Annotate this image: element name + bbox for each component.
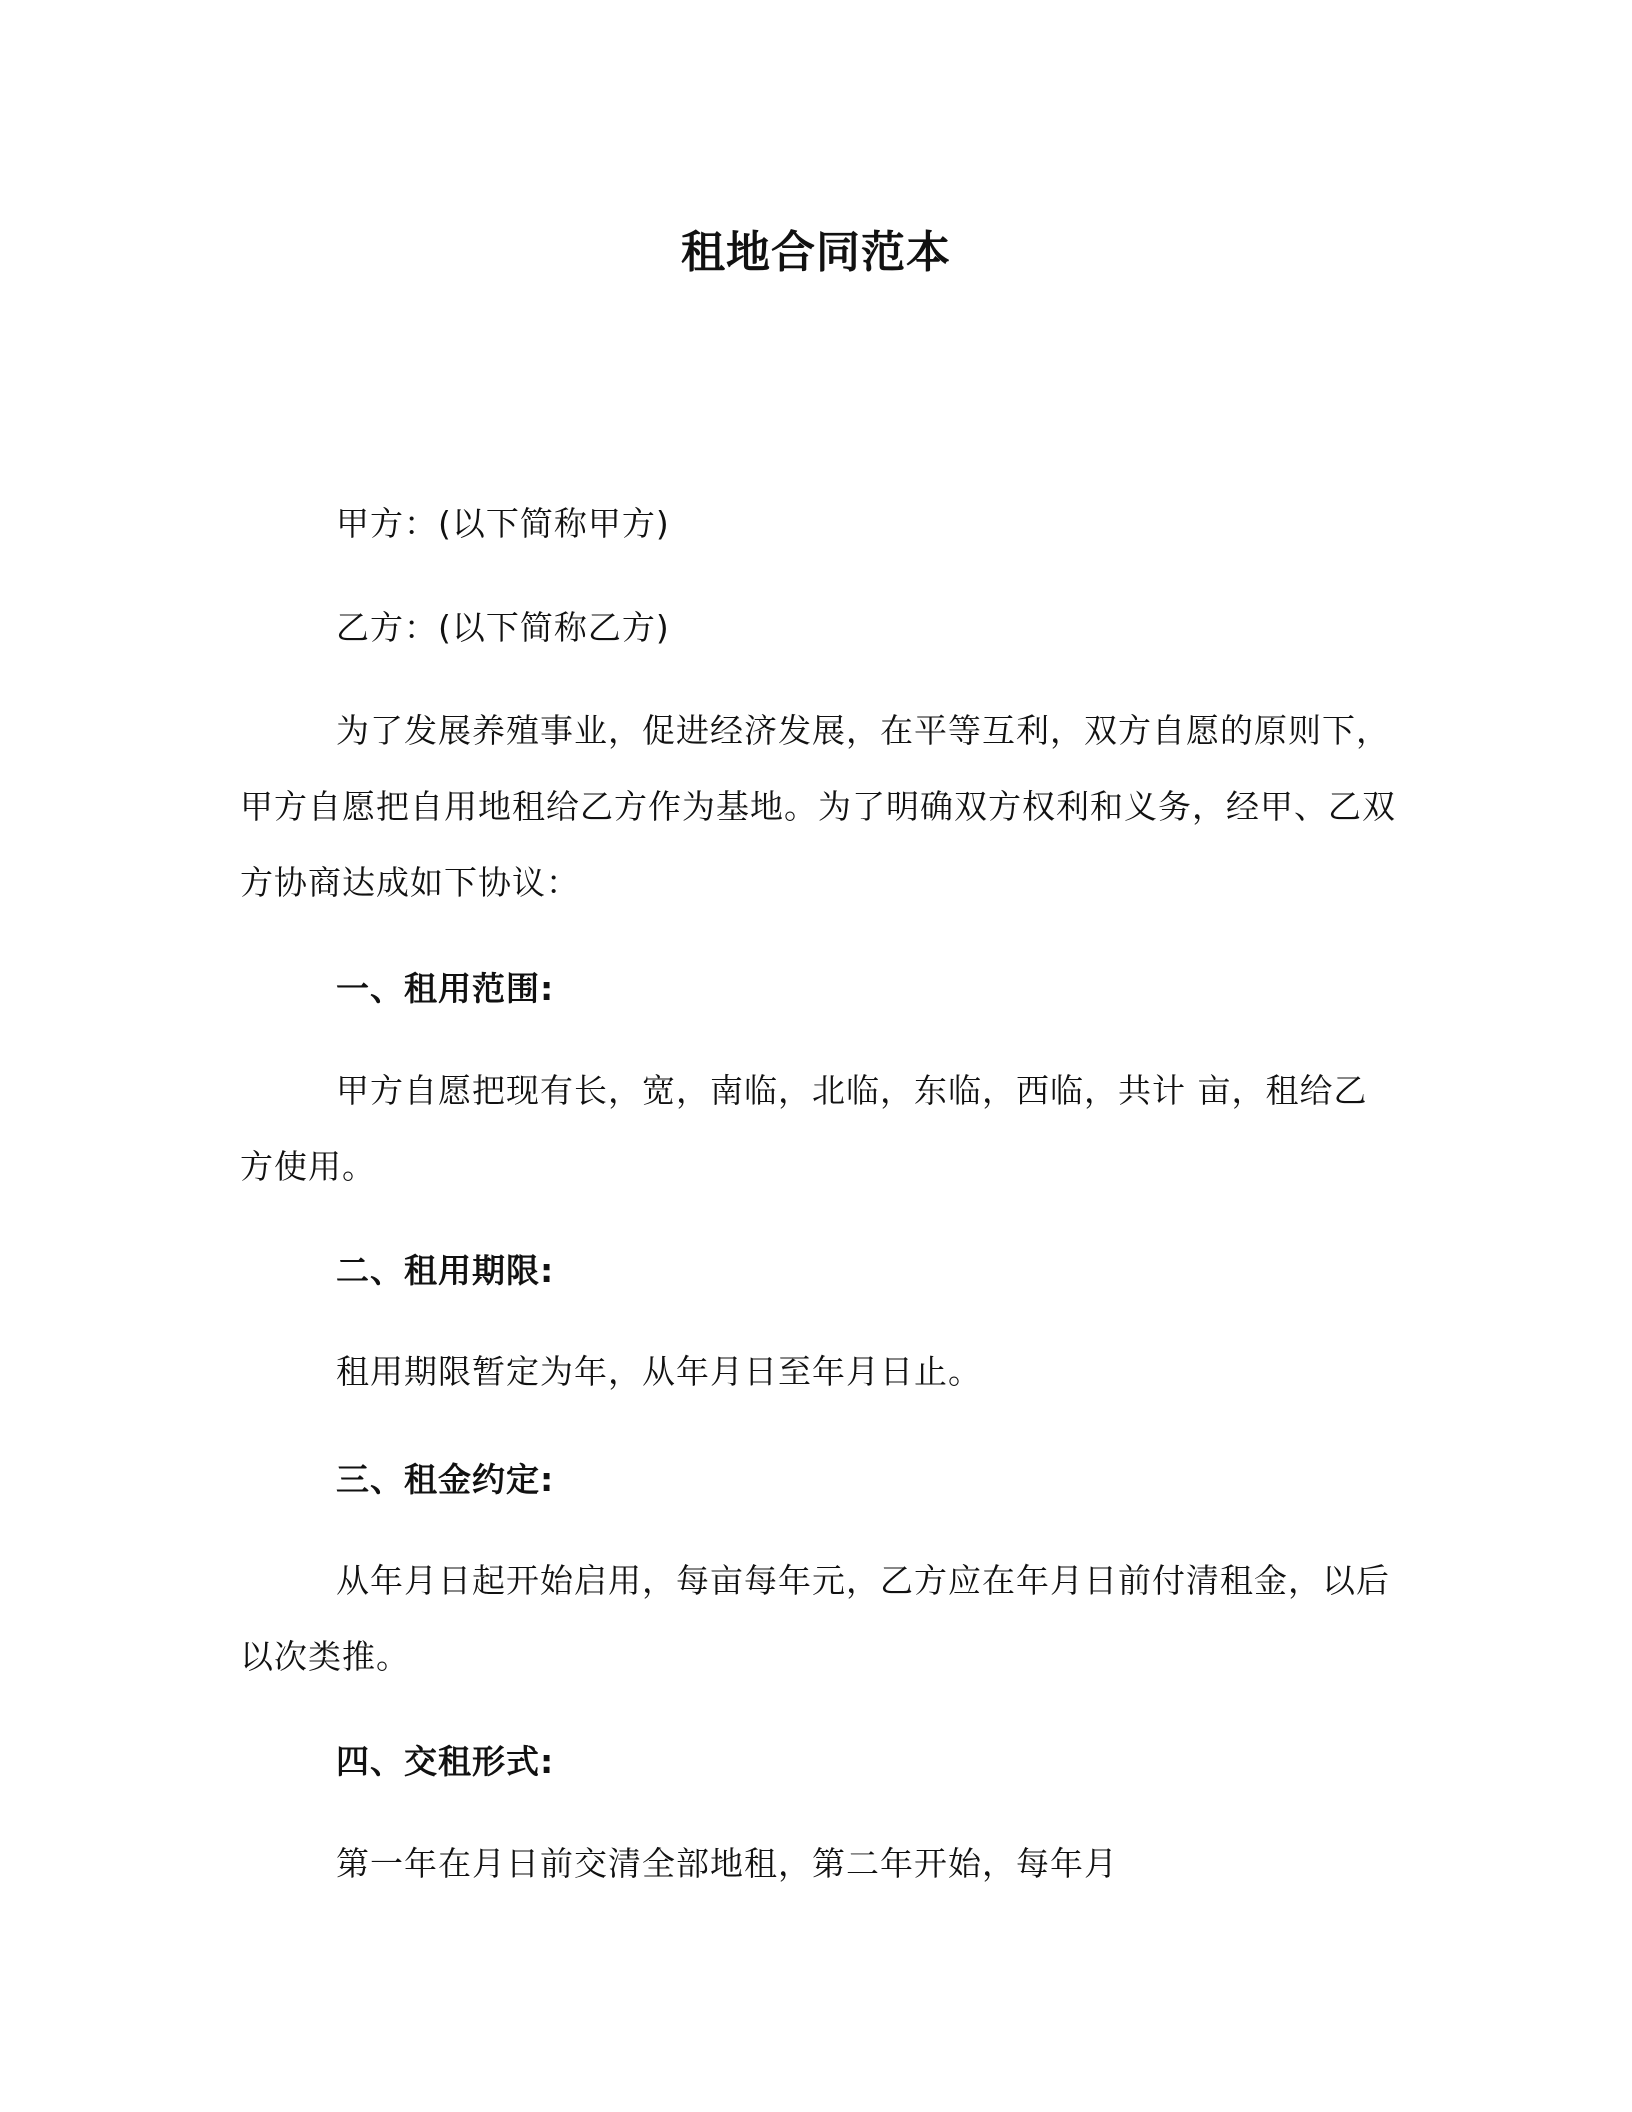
section-3-body-text: 从年月日起开始启用，每亩每年元，乙方应在年月日前付清租金，以后以次类推。 — [240, 1561, 1390, 1676]
section-1-body — [240, 1053, 1400, 1205]
section-2-body-text: 租用期限暂定为年，从年月日至年月日止。 — [336, 1352, 982, 1391]
section-3-heading — [240, 1442, 1400, 1518]
section-3-body — [240, 1543, 1400, 1695]
section-4-body-text: 第一年在月日前交清全部地租，第二年开始，每年月 — [336, 1844, 1118, 1883]
section-3-heading-text: 三、租金约定: — [336, 1460, 555, 1499]
party-a-line — [240, 486, 1400, 562]
section-2-heading-text: 二、租用期限: — [336, 1251, 555, 1290]
section-2-heading — [240, 1233, 1400, 1309]
preamble-text: 为了发展养殖事业，促进经济发展，在平等互利，双方自愿的原则下，甲方自愿把自用地租给乙方作为基地。为了明确双方权利和义务，经甲、乙双方协商达成如下协议： — [240, 711, 1396, 902]
section-1-heading-text: 一、租用范围: — [336, 969, 555, 1008]
section-1-heading — [240, 951, 1400, 1027]
party-a-text: 甲方：(以下简称甲方) — [336, 504, 670, 543]
section-2-body — [240, 1334, 1400, 1410]
document-title: 租地合同范本 — [681, 227, 951, 278]
section-4-heading-text: 四、交租形式: — [336, 1742, 555, 1781]
section-4-body — [240, 1826, 1400, 1902]
party-b-line — [240, 590, 1400, 666]
party-b-text: 乙方：(以下简称乙方) — [336, 608, 670, 647]
section-1-body-text: 甲方自愿把现有长，宽，南临，北临，东临，西临，共计 亩，租给乙方使用。 — [240, 1071, 1368, 1186]
section-4-heading — [240, 1724, 1400, 1800]
preamble-paragraph — [240, 693, 1400, 921]
